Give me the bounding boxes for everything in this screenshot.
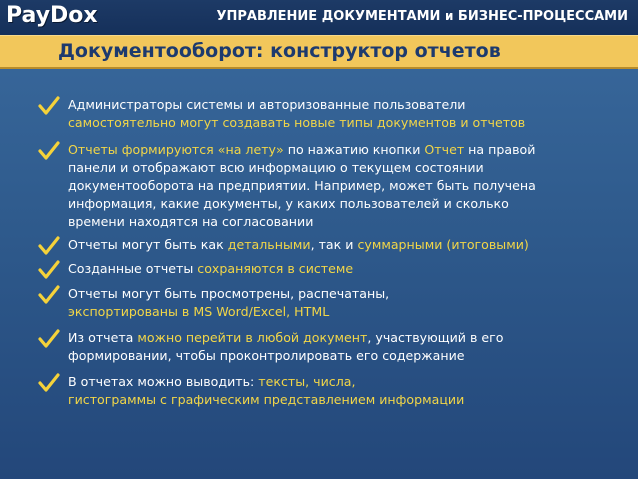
plain-text: Созданные отчеты <box>68 261 198 276</box>
bullet-list <box>38 96 598 409</box>
page-title: Документооборот: конструктор отчетов <box>58 40 501 62</box>
checkmark-icon <box>38 260 60 280</box>
bullet-text <box>68 285 598 321</box>
bullet-item <box>38 373 598 409</box>
bullet-text <box>68 141 598 231</box>
highlight-text: детальными <box>227 237 311 252</box>
bullet-text <box>68 96 598 132</box>
highlight-text: Отчет <box>424 142 465 157</box>
bullet-text <box>68 236 598 254</box>
bullet-line: формировании, чтобы проконтролировать его содержание <box>68 348 465 363</box>
bullet-item <box>38 285 598 321</box>
plain-text: В отчетах можно выводить: <box>68 374 259 389</box>
bullet-line-highlight: гистограммы с графическим представлением информации <box>68 392 465 407</box>
bullet-text <box>68 373 598 409</box>
highlight-text: тексты, числа, <box>258 374 356 389</box>
bullet-line-highlight: экспортированы в MS Word/Excel, HTML <box>68 304 330 319</box>
highlight-text: можно перейти в любой документ <box>137 330 368 345</box>
bullet-item <box>38 260 598 278</box>
bullet-text <box>68 329 598 365</box>
checkmark-icon <box>38 236 60 256</box>
checkmark-icon <box>38 96 60 116</box>
bullet-line <box>68 329 598 347</box>
checkmark-icon <box>38 141 60 161</box>
highlight-text: Отчеты формируются «на лету» <box>68 142 284 157</box>
header-tagline <box>216 9 628 24</box>
tagline-part2: БИЗНЕС-ПРОЦЕССАМИ <box>453 9 628 24</box>
bullet-line <box>68 373 598 391</box>
bullet-line-highlight: самостоятельно могут создавать новые типы документов и отчетов <box>68 115 526 130</box>
bullet-line: времени находятся на согласовании <box>68 214 314 229</box>
bullet-line: документооборота на предприятии. Например, может быть получена <box>68 178 536 193</box>
bullet-text <box>68 260 598 278</box>
plain-text: Из отчета <box>68 330 138 345</box>
bullet-item <box>38 96 598 132</box>
checkmark-icon <box>38 329 60 349</box>
highlight-text: сохраняются в системе <box>197 261 354 276</box>
bullet-line <box>68 260 598 278</box>
plain-text: Отчеты могут быть как <box>68 237 228 252</box>
plain-text: на правой <box>464 142 536 157</box>
paydox-logo: PayDox <box>6 3 98 28</box>
bullet-item <box>38 141 598 231</box>
bullet-item <box>38 329 598 365</box>
bullet-line: информация, какие документы, у каких пользователей и сколько <box>68 196 509 211</box>
checkmark-icon <box>38 285 60 305</box>
bullet-line: панели и отображают всю информацию о текущем состоянии <box>68 160 484 175</box>
checkmark-icon <box>38 373 60 393</box>
tagline-and: и <box>444 9 454 23</box>
bullet-line: Отчеты могут быть просмотрены, распечатаны, <box>68 286 390 301</box>
plain-text: , так и <box>310 237 358 252</box>
bullet-line <box>68 236 598 254</box>
tagline-part1: УПРАВЛЕНИЕ ДОКУМЕНТАМИ <box>216 9 445 24</box>
plain-text: , участвующий в его <box>367 330 504 345</box>
bullet-line: Администраторы системы и авторизованные пользователи <box>68 97 466 112</box>
bullet-line <box>68 141 598 159</box>
plain-text: по нажатию кнопки <box>283 142 425 157</box>
highlight-text: суммарными (итоговыми) <box>357 237 529 252</box>
title-bar <box>0 35 638 69</box>
header-bar <box>0 0 638 35</box>
bullet-item <box>38 236 598 254</box>
